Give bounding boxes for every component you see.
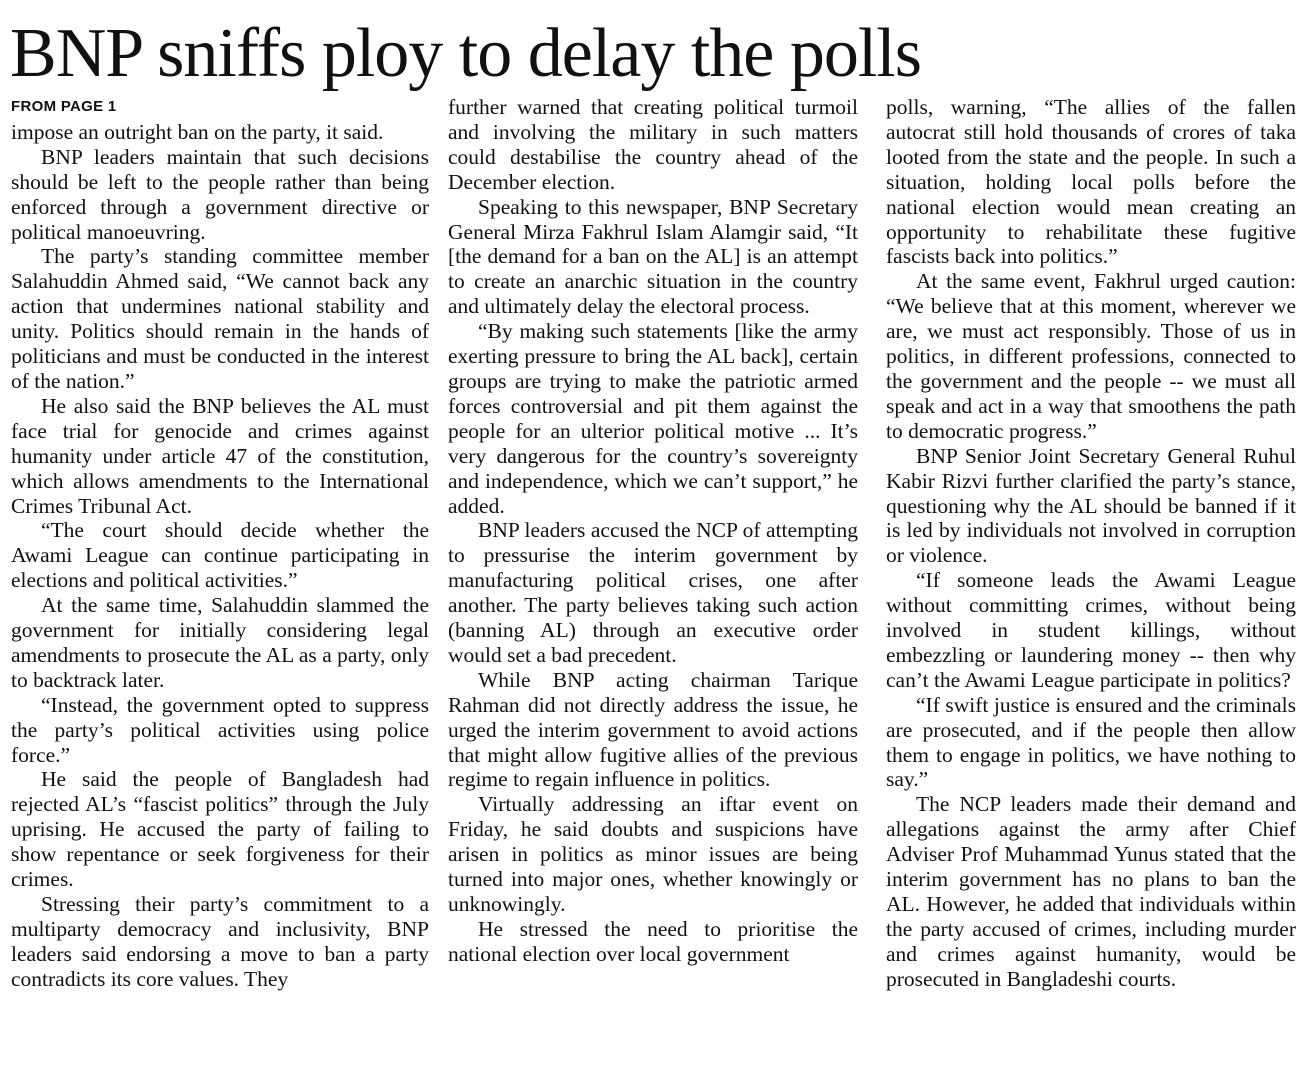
paragraph: Virtually addressing an iftar event on Friday, he said doubts and suspicions have arisen in politics as minor issues are being turned into major ones, whether knowingly or unknowingly.	[448, 792, 858, 916]
paragraph: The NCP leaders made their demand and allegations against the army after Chief Adviser Prof Muhammad Yunus stated that the interim government has no plans to ban the AL. However, he added that individuals within the party accused of crimes, including murder and crimes against humanity, would be prosecuted in Bangladeshi courts.	[886, 792, 1296, 991]
kicker-from-page-1: FROM PAGE 1	[11, 98, 117, 115]
article-column-2	[448, 95, 858, 1080]
paragraph: “The court should decide whether the Awami League can continue participating in elections and political activities.”	[11, 518, 429, 593]
paragraph: “Instead, the government opted to suppress the party’s political activities using police force.”	[11, 692, 429, 767]
paragraph: BNP leaders maintain that such decisions should be left to the people rather than being enforced through a government directive or political manoeuvring.	[11, 144, 429, 244]
paragraph: At the same time, Salahuddin slammed the government for initially considering legal amendments to prosecute the AL as a party, only to backtrack later.	[11, 593, 429, 692]
article-column-1	[11, 95, 429, 1080]
paragraph: BNP Senior Joint Secretary General Ruhul Kabir Rizvi further clarified the party’s stance, questioning why the AL should be banned if it is led by individuals not involved in corruption or violence.	[886, 443, 1296, 568]
paragraph: He stressed the need to prioritise the national election over local government	[448, 916, 858, 966]
paragraph: At the same event, Fakhrul urged caution: “We believe that at this moment, wherever we are, we must act responsibly. Those of us in politics, in different professions, connected to the government and the people -- we must all speak and act in a way that smoothens the path to democratic progress.”	[886, 269, 1296, 443]
paragraph: He also said the BNP believes the AL must face trial for genocide and crimes against humanity under article 47 of the constitution, which allows amendments to the International Crimes Tribunal Act.	[11, 393, 429, 518]
paragraph: He said the people of Bangladesh had rejected AL’s “fascist politics” through the July uprising. He accused the party of failing to show repentance or seek forgiveness for their crimes.	[11, 767, 429, 892]
article-column-3	[886, 95, 1296, 1080]
paragraph: While BNP acting chairman Tarique Rahman did not directly address the issue, he urged the interim government to avoid actions that might allow fugitive allies of the previous regime to regain influence in politics.	[448, 667, 858, 792]
paragraph: BNP leaders accused the NCP of attempting to pressurise the interim government by manufacturing political crises, one after another. The party believes taking such action (banning AL) through an executive order would set a bad precedent.	[448, 518, 858, 667]
paragraph: Stressing their party’s commitment to a multiparty democracy and inclusivity, BNP leaders said endorsing a move to ban a party contradicts its core values. They	[11, 892, 429, 991]
paragraph: The party’s standing committee member Salahuddin Ahmed said, “We cannot back any action that undermines national stability and unity. Politics should remain in the hands of politicians and must be conducted in the interest of the nation.”	[11, 244, 429, 393]
paragraph: polls, warning, “The allies of the fallen autocrat still hold thousands of crores of taka looted from the state and the people. In such a situation, holding local polls before the national election would mean creating an opportunity to rehabilitate these fugitive fascists back into politics.”	[886, 95, 1296, 269]
headline: BNP sniffs ploy to delay the polls	[10, 15, 921, 92]
paragraph: Speaking to this newspaper, BNP Secretary General Mirza Fakhrul Islam Alamgir said, “It [the demand for a ban on the AL] is an attempt to create an anarchic situation in the country and ultimately delay the electoral process.	[448, 194, 858, 319]
paragraph: “If someone leads the Awami League without committing crimes, without being involved in student killings, without embezzling or laundering money -- then why can’t the Awami League participate in politics?	[886, 568, 1296, 692]
paragraph: impose an outright ban on the party, it said.	[11, 119, 384, 144]
paragraph: “If swift justice is ensured and the criminals are prosecuted, and if the people then allow them to engage in politics, we have nothing to say.”	[886, 692, 1296, 792]
paragraph: “By making such statements [like the army exerting pressure to bring the AL back], certain groups are trying to make the patriotic armed forces controversial and pit them against the people for an ulterior political motive ... It’s very dangerous for the country’s sovereignty and independence, which we can’t support,” he added.	[448, 319, 858, 518]
paragraph: further warned that creating political turmoil and involving the military in such matters could destabilise the country ahead of the December election.	[448, 95, 858, 194]
